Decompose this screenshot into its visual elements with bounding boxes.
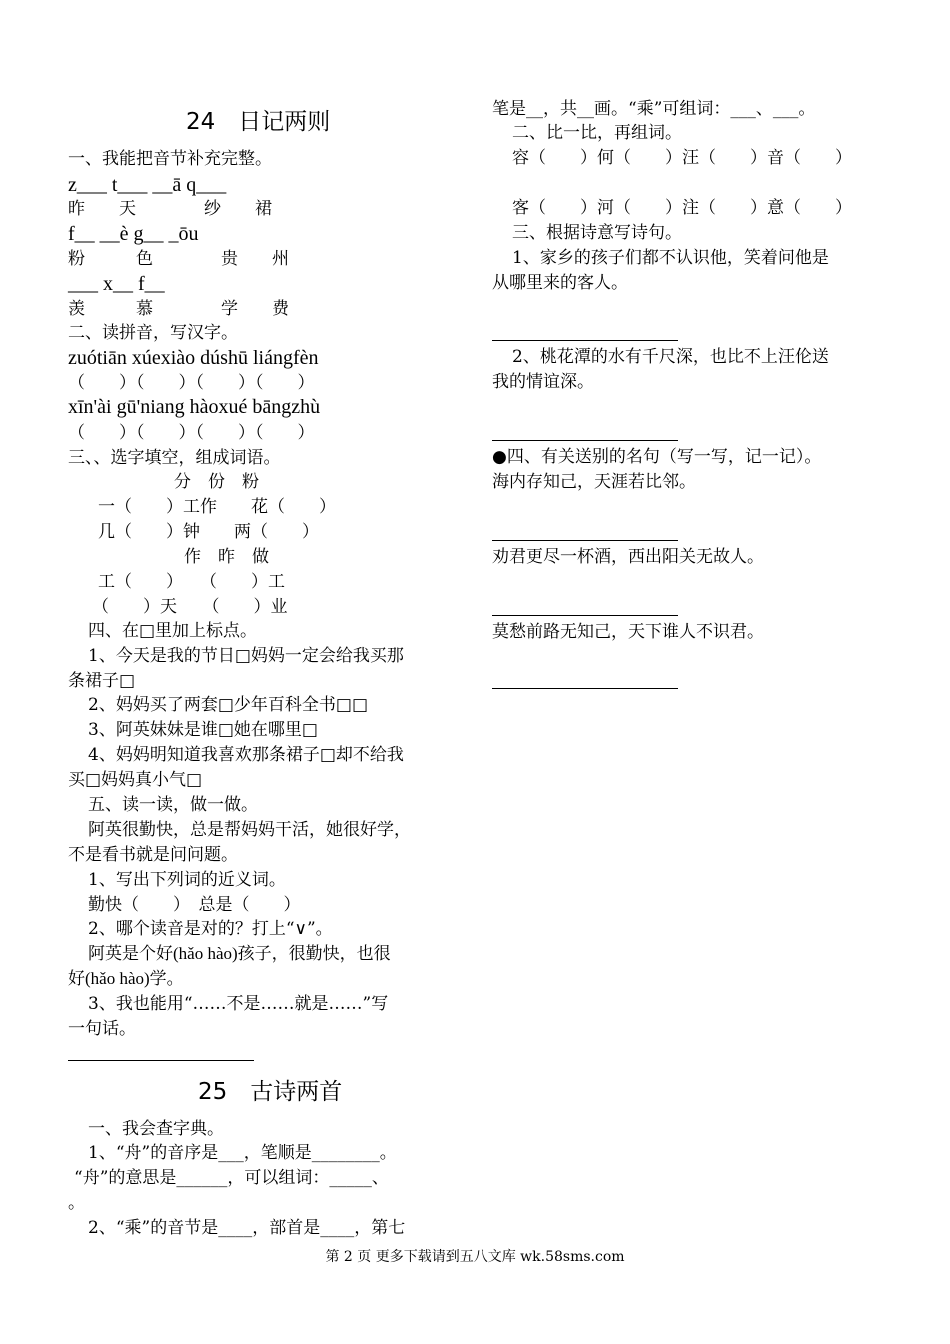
reading-q2-a: 阿英是个好(hǎo hào)孩子，很勤快，也很 <box>88 944 391 963</box>
pinyin-line-1: zuótiān xúexiào dúshū liángfèn <box>68 347 319 369</box>
lesson-24-title: 24 日记两则 <box>186 109 331 135</box>
choice-chars-2: 作 昨 做 <box>184 547 269 567</box>
hanzi-row-2: 粉 色 贵 州 <box>68 249 289 269</box>
pinyin-row-2: f__ __è g__ _ōu <box>68 223 199 245</box>
farewell-line-2: 劝君更尽一杯酒，西出阳关无故人。 <box>492 547 764 567</box>
pinyin-line-2: xīn'ài gū'niang hàoxué bāngzhù <box>68 396 321 418</box>
lesson-25-title: 25 古诗两首 <box>198 1079 343 1105</box>
reading-2: 不是看书就是问问题。 <box>68 845 238 865</box>
fill-line-3: 工（ ） （ ）工 <box>98 572 285 592</box>
fill-line-1: 一（ ）工作 花（ ） <box>98 497 336 517</box>
fill-line-4: （ ）天 （ ）业 <box>92 597 288 617</box>
answer-line <box>492 615 678 616</box>
poem-q1-a: 1、家乡的孩子们都不认识他，笑着问他是 <box>512 248 829 268</box>
answer-line <box>492 688 678 689</box>
dict-q2-a: 2、“乘”的音节是____，部首是____，第七 <box>88 1218 406 1238</box>
page-footer: 第 2 页 更多下载请到五八文库 wk.58sms.com <box>325 1249 625 1265</box>
hanzi-row-3: 羡 慕 学 费 <box>68 299 289 319</box>
punct-4-b: 买□妈妈真小气□ <box>68 770 203 790</box>
pinyin-row-1: z___ t___ __ā q___ <box>68 174 227 196</box>
dict-q2-b: 笔是__，共__画。“乘”可组词：___、___。 <box>492 99 816 119</box>
reading-1: 阿英很勤快，总是帮妈妈干活，她很好学， <box>88 820 411 840</box>
fill-line-2: 几（ ）钟 两（ ） <box>98 522 319 542</box>
reading-q3-b: 一句话。 <box>68 1019 136 1039</box>
poem-q2-b: 我的情谊深。 <box>492 372 594 392</box>
choice-chars-1: 分 份 粉 <box>174 472 259 492</box>
pinyin-row-3: ___ x__ f__ <box>68 273 165 295</box>
answer-line <box>492 440 678 441</box>
reading-q3-a: 3、我也能用“……不是……就是……”写 <box>88 994 389 1014</box>
dict-q1-c: 。 <box>68 1193 85 1213</box>
compare-row-2: 客（ ）河（ ）注（ ）意（ ） <box>512 198 852 218</box>
answer-line <box>492 340 678 341</box>
section-3-heading: 三、、选字填空，组成词语。 <box>68 448 281 468</box>
hanzi-row-1: 昨 天 纱 裙 <box>68 199 272 219</box>
punct-1-a: 1、今天是我的节日□妈妈一定会给我买那 <box>88 646 404 666</box>
reading-q1: 1、写出下列词的近义词。 <box>88 870 286 890</box>
answer-line <box>492 540 678 541</box>
section-1-heading: 一、我能把音节补充完整。 <box>68 149 272 169</box>
punct-1-b: 条裙子□ <box>68 671 136 691</box>
section-2-heading: 二、读拼音，写汉字。 <box>68 323 238 343</box>
farewell-line-3: 莫愁前路无知己，天下谁人不识君。 <box>492 622 764 642</box>
dict-heading: 一、我会查字典。 <box>88 1119 224 1139</box>
section-5-heading: 五、读一读，做一做。 <box>88 795 258 815</box>
poem-q1-b: 从哪里来的客人。 <box>492 273 628 293</box>
section-4-heading: 四、在□里加上标点。 <box>88 621 258 641</box>
farewell-heading: ●四、有关送别的名句（写一写，记一记）。 <box>492 447 822 467</box>
poem-q2-a: 2、桃花潭的水有千尺深，也比不上汪伦送 <box>512 347 829 367</box>
punct-2: 2、妈妈买了两套□少年百科全书□□ <box>88 695 369 715</box>
reading-q2-b: 好(hǎo hào)学。 <box>68 969 184 988</box>
punct-3: 3、阿英妹妹是谁□她在哪里□ <box>88 720 318 740</box>
poem-heading: 三、根据诗意写诗句。 <box>512 223 682 243</box>
compare-heading: 二、比一比，再组词。 <box>512 123 682 143</box>
dict-q1-a: 1、“舟”的音序是___，笔顺是________。 <box>88 1143 397 1163</box>
farewell-line-1: 海内存知己，天涯若比邻。 <box>492 472 696 492</box>
dict-q1-b: “舟”的意思是______，可以组词：_____、 <box>74 1168 389 1188</box>
reading-q2: 2、哪个读音是对的？打上“∨”。 <box>88 919 333 939</box>
answer-brackets-1: （ ）（ ）（ ）（ ） <box>68 373 315 393</box>
answer-brackets-2: （ ）（ ）（ ）（ ） <box>68 423 315 443</box>
reading-q1-blanks: 勤快（ ） 总是（ ） <box>88 895 301 915</box>
answer-line <box>68 1060 254 1061</box>
compare-row-1: 容（ ）何（ ）汪（ ）音（ ） <box>512 148 852 168</box>
punct-4-a: 4、妈妈明知道我喜欢那条裙子□却不给我 <box>88 745 404 765</box>
